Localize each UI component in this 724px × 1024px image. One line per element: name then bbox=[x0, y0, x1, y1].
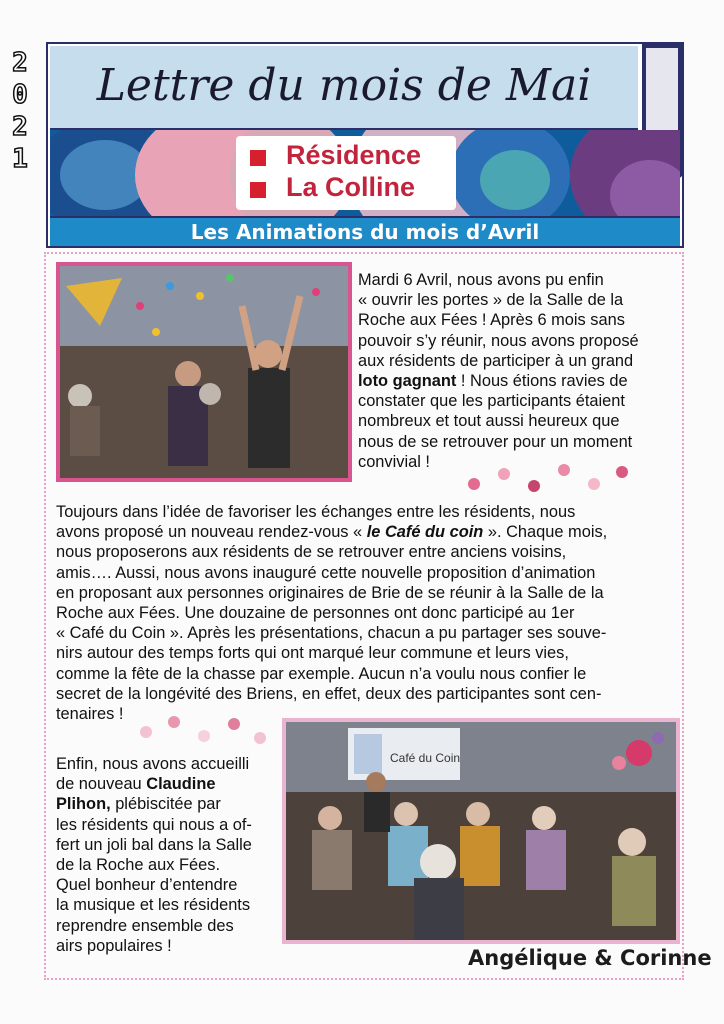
text-line: Roche aux Fées. Une douzaine de personnes ont donc participé au 1er bbox=[56, 604, 575, 623]
text-line: convivial ! bbox=[358, 452, 430, 471]
bold-claudine: Claudine bbox=[146, 775, 216, 794]
text-line: nous proposerons aux résidents de se retrouver entre anciens voisins, bbox=[56, 543, 567, 562]
paragraph-cafe-du-coin bbox=[56, 502, 672, 724]
flower-decoration-icon bbox=[134, 712, 274, 752]
text-line: « Café du Coin ». Après les présentations, chacun a pu partager ses souve- bbox=[56, 624, 607, 643]
residence-logo bbox=[236, 136, 456, 210]
text-line: comme la fête de la chasse par exemple. Aucun n’a voulu nous confier le bbox=[56, 664, 587, 683]
text-line: Toujours dans l’idée de favoriser les échanges entre les résidents, nous bbox=[56, 503, 576, 521]
text-line: fert un joli bal dans la Salle bbox=[56, 835, 252, 854]
text-line: amis…. Aussi, nous avons inauguré cette nouvelle proposition d’animation bbox=[56, 563, 596, 582]
section-banner bbox=[50, 216, 680, 246]
text-line: de la Roche aux Fées. bbox=[56, 856, 221, 875]
text-line: les résidents qui nous a of- bbox=[56, 815, 252, 834]
paragraph-bal bbox=[56, 754, 274, 956]
year-digit-4: 1 bbox=[12, 144, 28, 174]
logo-square-icon bbox=[250, 182, 266, 198]
text-line: constater que les participants étaient bbox=[358, 392, 625, 411]
brand-name-line1: Résidence bbox=[286, 140, 422, 170]
text-line: secret de la longévité des Briens, en effet, deux des participantes sont cen- bbox=[56, 684, 602, 703]
text-line bbox=[56, 522, 672, 542]
text-span: plébiscitée par bbox=[110, 795, 221, 814]
year-digit-2: 0 bbox=[12, 80, 28, 110]
text-line: airs populaires ! bbox=[56, 936, 172, 955]
section-title: Les Animations du mois d’Avril bbox=[190, 220, 540, 244]
year-digit-3: 2 bbox=[12, 112, 28, 142]
rose-decoration-icon bbox=[608, 726, 672, 782]
text-line bbox=[56, 774, 274, 794]
year-digit-1: 2 bbox=[12, 48, 28, 78]
logo-square-icon bbox=[250, 150, 266, 166]
text-line: Roche aux Fées ! Après 6 mois sans bbox=[358, 311, 625, 330]
signature: Angélique & Corinne bbox=[468, 946, 712, 970]
emphasis-cafe-du-coin: le Café du coin bbox=[366, 523, 484, 542]
flower-decoration-icon bbox=[458, 454, 638, 500]
cafe-du-coin-sign: Café du Coin bbox=[390, 751, 461, 765]
text-line bbox=[56, 794, 274, 814]
photo-loto-scene bbox=[60, 266, 348, 478]
text-line: « ouvrir les portes » de la Salle de la bbox=[358, 291, 624, 310]
bold-loto-gagnant: loto gagnant bbox=[358, 372, 457, 391]
text-line: la musique et les résidents bbox=[56, 896, 251, 915]
text-line: en proposant aux personnes originaires de Brie de se réunir à la Salle de la bbox=[56, 583, 604, 602]
text-line: nous de se retrouver pour un moment bbox=[358, 432, 633, 451]
text-line bbox=[358, 371, 672, 391]
text-line: aux résidents de participer à un grand bbox=[358, 351, 634, 370]
brand-name-line2: La Colline bbox=[286, 172, 416, 202]
text-line: Quel bonheur d’entendre bbox=[56, 876, 238, 895]
bold-plihon: Plihon, bbox=[56, 795, 111, 814]
page-title: Lettre du mois de Mai bbox=[96, 60, 592, 111]
text-span: ». Chaque mois, bbox=[483, 523, 608, 542]
paragraph-loto bbox=[358, 270, 672, 472]
text-line: nirs autour des temps forts qui ont marqué leur commune et leurs vies, bbox=[56, 644, 569, 663]
text-line: reprendre ensemble des bbox=[56, 916, 234, 935]
text-span: ! Nous étions ravies de bbox=[456, 372, 628, 391]
text-line: Enfin, nous avons accueilli bbox=[56, 755, 250, 773]
text-span: avons proposé un nouveau rendez-vous « bbox=[56, 523, 367, 542]
text-line: Mardi 6 Avril, nous avons pu enfin bbox=[358, 271, 604, 289]
photo-loto-celebration bbox=[56, 262, 352, 482]
title-band bbox=[50, 46, 638, 130]
text-line: nombreux et tout aussi heureux que bbox=[358, 412, 620, 431]
text-line: tenaires ! bbox=[56, 705, 124, 724]
text-span: de nouveau bbox=[56, 775, 147, 794]
text-line: pouvoir s’y réunir, nous avons proposé bbox=[358, 331, 639, 350]
